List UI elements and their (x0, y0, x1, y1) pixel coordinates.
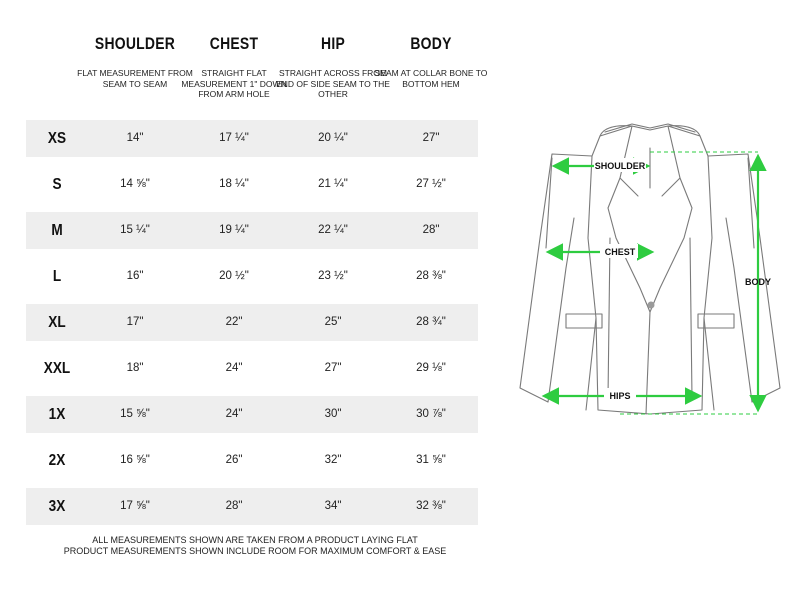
size-label: 3X (48, 498, 66, 515)
chest-value: 24" (225, 362, 243, 374)
hip-value: 30" (324, 408, 342, 420)
footer-line-1: ALL MEASUREMENTS SHOWN ARE TAKEN FROM A PRODUCT LAYING FLAT (92, 535, 418, 545)
footer-line-2: PRODUCT MEASUREMENTS SHOWN INCLUDE ROOM FOR MAXIMUM COMFORT & EASE (63, 546, 447, 556)
table-row (26, 488, 478, 525)
column-desc-shoulder: FLAT MEASUREMENT FROM SEAM TO SEAM (77, 68, 193, 89)
shoulder-value: 17 ⅝" (120, 500, 150, 512)
body-value: 27 ½" (416, 178, 446, 190)
shoulder-value: 15 ¼" (120, 224, 150, 236)
chest-value: 18 ¼" (219, 178, 249, 190)
table-row (26, 212, 478, 249)
hip-value: 25" (324, 316, 342, 328)
hip-value: 22 ¼" (318, 224, 348, 236)
table-row (26, 350, 478, 387)
size-label: XXL (43, 360, 71, 377)
table-row (26, 396, 478, 433)
column-desc-body: SEAM AT COLLAR BONE TO BOTTOM HEM (374, 68, 488, 89)
body-label: BODY (744, 277, 772, 287)
hip-value: 27" (324, 362, 342, 374)
shoulder-value: 16" (126, 270, 144, 282)
body-value: 29 ⅛" (416, 362, 446, 374)
hip-value: 32" (324, 454, 342, 466)
table-row (26, 304, 478, 341)
hip-value: 23 ½" (318, 270, 348, 282)
size-label: M (51, 222, 63, 239)
button-icon (648, 302, 655, 309)
column-desc-chest: STRAIGHT FLAT MEASUREMENT 1" DOWN FROM ARM HOLE (181, 68, 287, 99)
hip-value: 20 ¼" (318, 132, 348, 144)
chest-value: 20 ½" (219, 270, 249, 282)
hip-value: 34" (324, 500, 342, 512)
body-value: 28 ¾" (416, 316, 446, 328)
hip-value: 21 ¼" (318, 178, 348, 190)
body-value: 27" (422, 132, 440, 144)
hips-label: HIPS (609, 391, 631, 401)
footer-notes (20, 535, 490, 557)
shoulder-value: 18" (126, 362, 144, 374)
size-label: XS (47, 130, 67, 147)
size-label: L (52, 268, 62, 285)
size-label: S (52, 176, 62, 193)
table-row (26, 166, 478, 203)
shoulder-label: SHOULDER (594, 161, 646, 171)
table-row (26, 120, 478, 157)
chest-label: CHEST (604, 247, 636, 257)
body-value: 32 ⅜" (416, 500, 446, 512)
column-header-shoulder: SHOULDER (94, 34, 176, 53)
size-label: 1X (48, 406, 66, 423)
size-label: XL (48, 314, 66, 331)
column-header-body: BODY (410, 34, 452, 53)
shoulder-value: 14" (126, 132, 144, 144)
table-row (26, 258, 478, 295)
shoulder-value: 15 ⅝" (120, 408, 150, 420)
size-label: 2X (48, 452, 66, 469)
shoulder-value: 17" (126, 316, 144, 328)
body-value: 31 ⅝" (416, 454, 446, 466)
table-row (26, 442, 478, 479)
column-header-chest: CHEST (209, 34, 259, 53)
chest-value: 26" (225, 454, 243, 466)
chest-value: 24" (225, 408, 243, 420)
body-value: 28 ⅜" (416, 270, 446, 282)
body-value: 28" (422, 224, 440, 236)
chest-value: 17 ¼" (219, 132, 249, 144)
chest-value: 22" (225, 316, 243, 328)
blazer-jacket-icon (490, 118, 800, 428)
shoulder-value: 16 ⅝" (120, 454, 150, 466)
chest-value: 19 ¼" (219, 224, 249, 236)
column-header-hip: HIP (321, 34, 345, 53)
column-desc-hip: STRAIGHT ACROSS FROM END OF SIDE SEAM TO THE OTHER (276, 68, 390, 99)
chest-value: 28" (225, 500, 243, 512)
shoulder-value: 14 ⅝" (120, 178, 150, 190)
body-value: 30 ⅞" (416, 408, 446, 420)
